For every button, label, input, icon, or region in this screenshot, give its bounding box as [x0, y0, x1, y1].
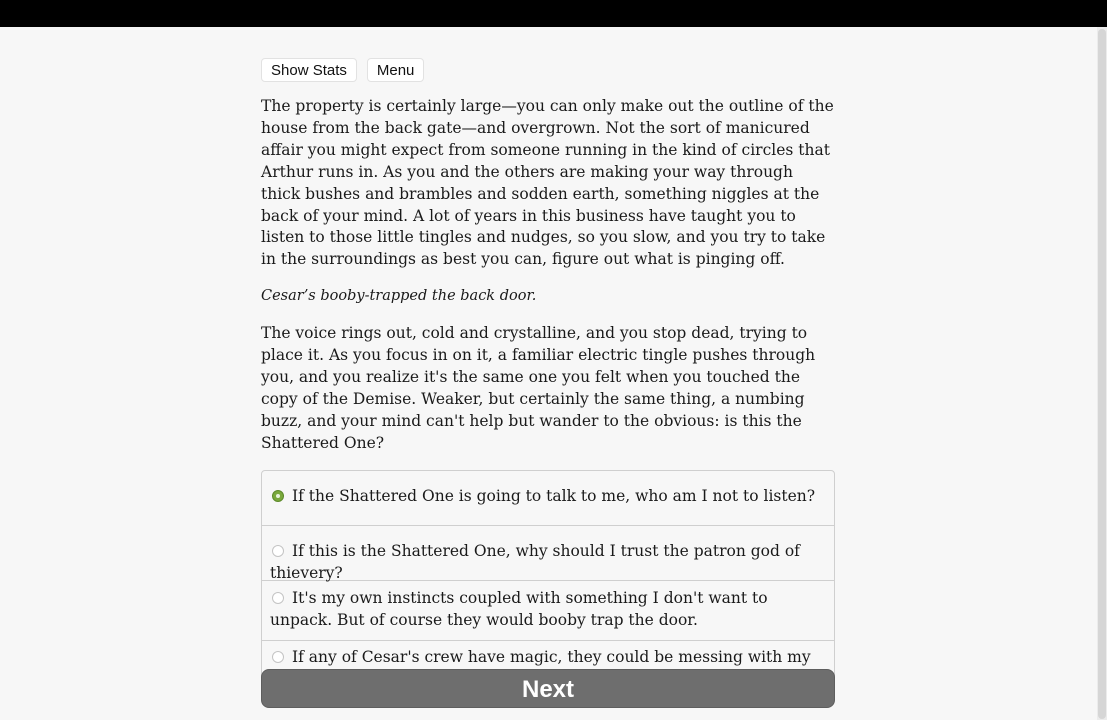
show-stats-button[interactable]: Show Stats — [261, 58, 357, 82]
choice-option-1[interactable] — [262, 471, 834, 525]
radio-button-selected[interactable] — [272, 490, 284, 502]
story-paragraph: The property is certainly large—you can only make out the outline of the house from the back gate—and overgrown. Not the sort of manicured affair you might expect from someone running in the kind of circles that Arthur runs in. As you and the others are making your way through thick bushes and brambles and sodden earth, something niggles at the back of your mind. A lot of years in this business have taught you to listen to those little tingles and nudges, so you slow, and you try to take in the surroundings as best you can, figure out what is pinging off. — [261, 97, 834, 269]
menu-button[interactable]: Menu — [367, 58, 425, 82]
scrollbar-thumb[interactable] — [1098, 29, 1106, 719]
choice-option-2[interactable] — [262, 525, 834, 580]
choice-label: If the Shattered One is going to talk to me, who am I not to listen? — [292, 486, 816, 505]
choice-label: It's my own instincts coupled with something I don't want to unpack. But of course they would booby trap the door. — [270, 588, 768, 629]
radio-button[interactable] — [272, 592, 284, 604]
story-paragraph: The voice rings out, cold and crystalline, and you stop dead, trying to place it. As you focus in on it, a familiar electric tingle pushes through you, and you realize it's the same one you felt when you touched the copy of the Demise. Weaker, but certainly the same thing, a numbing buzz, and your mind can't help but wander to the obvious: is this the Shattered One? — [261, 324, 816, 452]
game-content — [261, 58, 835, 699]
next-button[interactable]: Next — [261, 669, 835, 708]
story-voice-line: Cesar’s booby-trapped the back door. — [261, 288, 537, 305]
top-bar — [0, 0, 1107, 27]
scrollbar[interactable] — [1097, 27, 1107, 720]
radio-button[interactable] — [272, 651, 284, 663]
radio-button[interactable] — [272, 545, 284, 557]
choice-label: If any of Cesar's crew have magic, they could be messing with my — [292, 647, 811, 666]
choice-list — [261, 470, 835, 699]
choice-label: If this is the Shattered One, why should I trust the patron god of thievery? — [270, 541, 800, 582]
choice-option-3[interactable] — [262, 580, 834, 640]
header-buttons — [261, 58, 835, 82]
